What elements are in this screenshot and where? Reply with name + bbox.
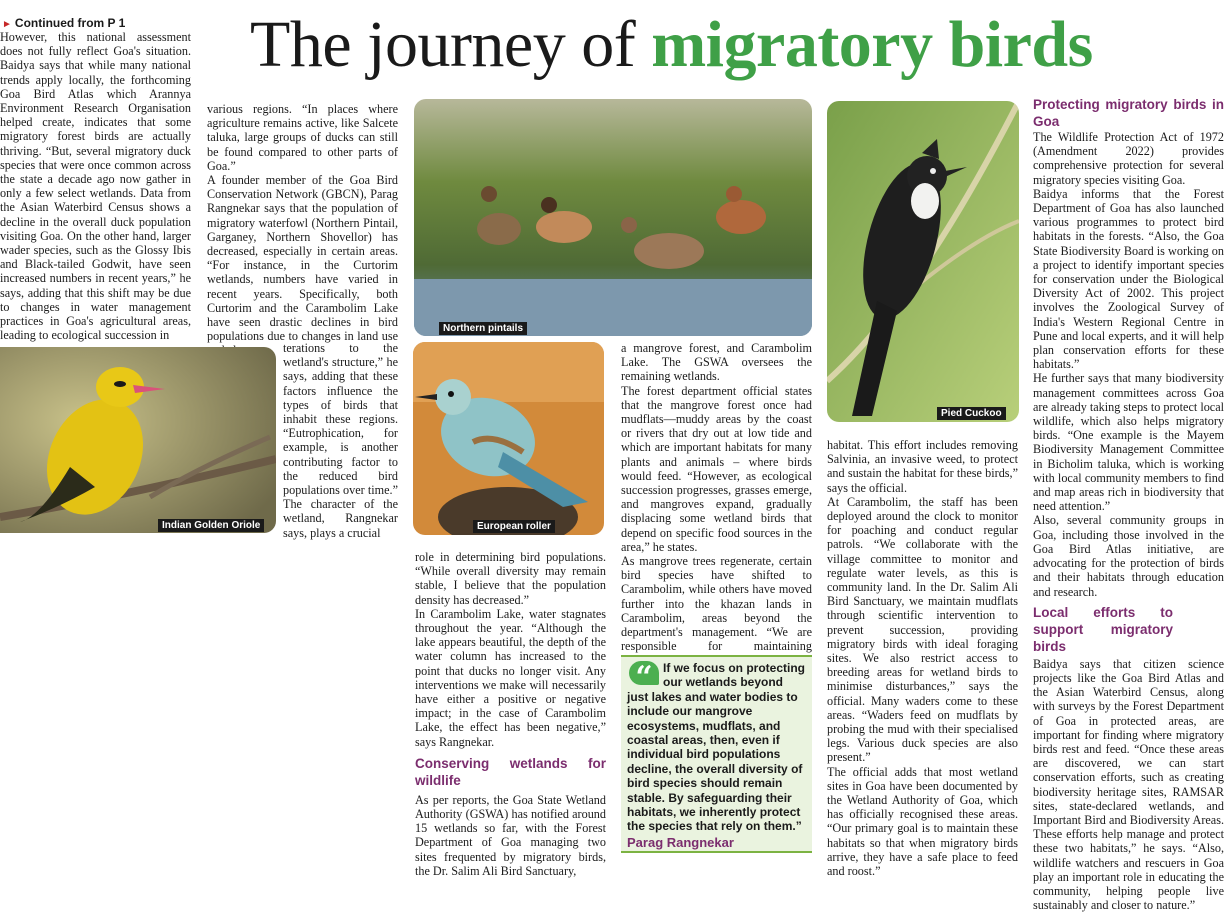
col3-paragraph-1: role in determining bird populations. “While overall diversity may remain stable, I believe that the population density has decreased.” [415,550,606,607]
quote-mark-icon: “ [629,661,659,685]
col5-paragraph-3: The official adds that most wetland sites in Goa have been documented by the Wetland Authority of Goa, which has officially recognised these areas. “Our primary goal is to maintain these habitats so that when migratory birds arrive, they have a safe place to feed and roost.” [827,764,1018,879]
col4-paragraph-1: a mangrove forest, and Carambolim Lake. The GSWA oversees the remaining wetlands. [621,341,812,384]
caption-cuckoo: Pied Cuckoo [937,407,1006,420]
col3-paragraph-2: In Carambolim Lake, water stagnates throughout the year. “Although the lake appears beautiful, the depth of the water column has increased to the point that ducks no longer visit. Any interventions we make will necessarily have either a positive or negative impact; in the case of Carambolim Lake, the effect has been negative,” says Rangnekar. [415,606,606,749]
pull-quote [621,655,812,853]
quote-text: If we focus on protecting our wetlands beyond just lakes and water bodies to include our mangrove ecosystems, mudflats, and coastal areas, then, even if individual bird populations decline, the overall diversity of bird species should remain stable. By safeguarding their habitats, we inherently protect the species that rely on them.” [627,661,806,834]
roller-illustration [413,342,604,535]
continued-kicker: ► Continued from P 1 [2,16,126,30]
col2-paragraph-1: various regions. “In places where agriculture remains active, like Salcete taluka, large groups of ducks can still be found compared to other parts of Goa.” [207,102,398,173]
col2-paragraph-2: A founder member of the Goa Bird Conservation Network (GBCN), Parag Rangnekar says that the population of migratory waterfowl (Northern Pintail, Garganey, Northern Shovellor) has decreased, especially in certain areas. “For instance, in the Curtorim wetlands, numbers have varied in recent years. Specifically, both Curtorim and the Carambolim Lake have seen drastic declines in bird populations due to changes in land use [207,173,398,344]
col6-paragraph-4: Also, several community groups in Goa, including those involved in the Goa Bird Atlas initiative, are advocating for the protection of birds and their habitats through education and research. [1033,513,1224,599]
column-4 [621,341,812,668]
column-2 [207,102,398,358]
headline-part1: The journey of [250,8,636,81]
col4-paragraph-2: The forest department official states that the mangrove forest once had mudflats—muddy areas by the coast or rivers that dry out at low tide and which are important habitats for many plants and animals – where birds would feed. “However, as ecological succession progresses, grasses emerge, and mangroves expand, gradually displacing some wetland birds that depend on specific food sources in the area,” he states. [621,383,812,554]
column-3 [415,550,606,878]
col6-paragraph-3: He further says that many biodiversity management committees across Goa are already taking steps to protect local wildlife, which also helps migratory birds. “One example is the Mayem Biodiversity Management Committee in Bicholim taluka, which is working with local community members to find and map areas rich in biodiversity that need attention.” [1033,371,1224,514]
col5-paragraph-2: At Carambolim, the staff has been deployed around the clock to monitor for poaching and conduct regular patrols. “We collaborate with the village committee to monitor and regulate water levels, as this is community land. In the Dr. Salim Ali Bird Sanctuary, we maintain mudflats through scientific intervention to prevent succession, providing migratory birds with ideal foraging sites. We also restrict access to breeding areas for wetland birds to minimise disturbances,” says the official. Many waders come to these areas. “Waders feed on mudflats by probing the mud with their specialised legs. Various duck species are also present.” [827,494,1018,765]
subhead-conserving-wetlands: Conserving wetlands for wildlife [415,755,606,788]
caption-pintails: Northern pintails [439,322,527,335]
column-2-narrow [283,341,398,540]
headline-part2: migratory birds [651,8,1093,81]
quote-author: Parag Rangnekar [627,834,734,850]
col6-paragraph-1: The Wildlife Protection Act of 1972 (Amendment 2022) provides comprehensive protection for several migratory species visiting Goa. [1033,130,1224,187]
photo-golden-oriole [0,347,276,533]
column-1 [0,30,191,342]
col1-paragraph: However, this national assessment does not fully reflect Goa's situation. Baidya says that while many national trends apply locally, the forthcoming Goa Bird Atlas which Arannya Environment Research Organisation helped create, indicates that some migratory forest birds are actually thriving. “But, several migratory duck species that were once common across the state a decade ago now gather in only a few select wetlands. Data from the Asian Waterbird Census shows a decline in the overall duck population visiting Goa. On the other hand, larger wader species, such as the Glossy Ibis and Black-tailed Godwit, have seen increased numbers in recent years,” he says, adding that this shift may be due to changes in water management practices in Goa's agricultural areas, leading to ecological succession in [0,30,191,343]
arrow-icon: ► [2,19,12,30]
photo-european-roller [413,342,604,535]
col6-paragraph-5: Baidya says that citizen science projects like the Goa Bird Atlas and the Asian Waterbird Census, along with surveys by the Forest Department of Goa in protected areas, are important for finding where migratory birds rest and feed. “Once these areas are discovered, we can start conservation efforts, such as creating biodiversity heritage sites, RAMSAR sites, state-declared wetlands, and Important Bird and Biodiversity Areas. These efforts help manage and protect these two habitats,” he says. “Also, wildlife watchers and rescuers in Goa play an important role in educating the community, helping people live sustainably and closer to nature.” [1033,656,1224,912]
photo-northern-pintails [414,99,812,336]
caption-roller: European roller [473,520,555,533]
oriole-illustration [0,347,276,533]
col6-paragraph-2: Baidya informs that the Forest Department of Goa has also launched various programmes to protect bird habitats in the forests. “Also, the Goa State Biodiversity Board is working on a project to identify important species for conservation under the Biological Diversity Act of 2002. This project involves the Zoological Survey of India's Western Regional Centre in Pune and local experts, and it will help plan conservation efforts for these habitats.” [1033,186,1224,372]
col4-paragraph-3: As mangrove trees regenerate, certain bird species have shifted to Carambolim, while others have moved further into the khazan lands in Carambolim, areas beyond the department's management. “We are responsible for maintaining [621,554,812,654]
subhead-local-efforts: Local efforts to support migratory birds [1033,604,1173,654]
col2-paragraph-3: terations to the wetland's structure,” he says, adding that these factors influence the types of birds that inhabit these regions. “Eutrophication, for example, is another contributing factor to the reduced bird populations over time.” The character of the wetland, Rangnekar says, plays a crucial [283,341,398,540]
photo-pied-cuckoo [827,101,1019,422]
caption-oriole: Indian Golden Oriole [158,519,264,532]
col3-paragraph-3: As per reports, the Goa State Wetland Authority (GSWA) has notified around 15 wetlands so far, with the Forest Department of Goa managing two sites frequented by migratory birds, the Dr. Salim Ali Bird Sanctuary, [415,792,606,878]
pintails-illustration [414,99,812,336]
column-6 [1033,96,1224,912]
column-5 [827,438,1018,878]
col5-paragraph-1: habitat. This effort includes removing Salvinia, an invasive weed, to protect and sustain the habitat for these birds,” says the official. [827,438,1018,495]
headline [250,4,1225,86]
subhead-protecting-birds: Protecting migratory birds in Goa [1033,97,1224,129]
cuckoo-illustration [827,101,1019,422]
